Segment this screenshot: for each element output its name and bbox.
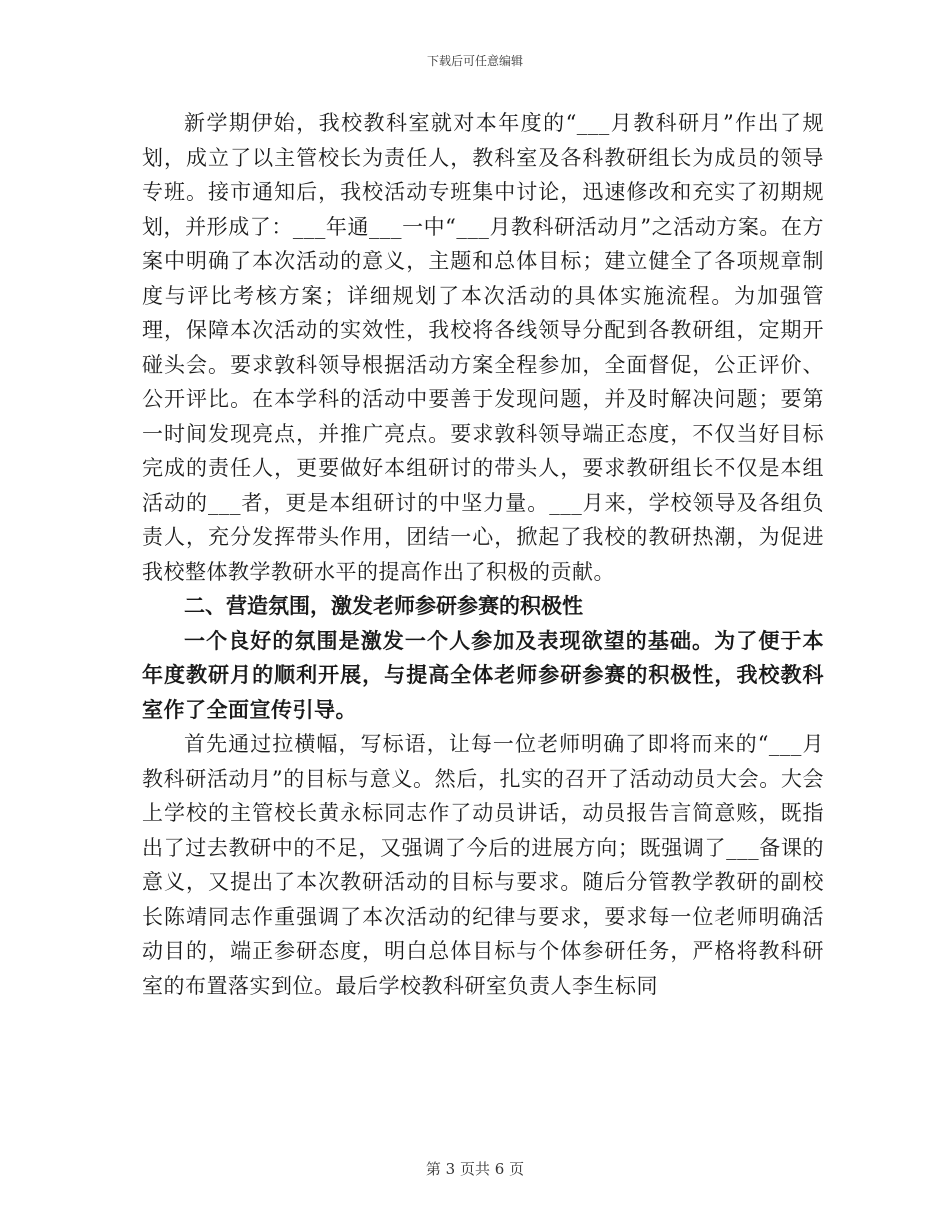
page-footer: 第 3 页共 6 页 bbox=[425, 1160, 525, 1178]
paragraph-intro: 新学期伊始，我校教科室就对本年度的“___月教科研月”作出了规划，成立了以主管校长为责任人，教科室及各科教研组长为成员的领导专班。接市通知后，我校活动专班集中讨论，迅速修改和充实了初期规划，并形成了：___年通___一中“___月教科研活动月”之活动方案。在方案中明确了本次活动的意义，主题和总体目标；建立健全了各项规章制度与评比考核方案；详细规划了本次活动的具体实施流程。为加强管理，保障本次活动的实效性，我校将各线领导分配到各教研组，定期开碰头会。要求敦科领导根据活动方案全程参加，全面督促，公正评价、公开评比。在本学科的活动中要善于发现问题，并及时解决问题；要第一时间发现亮点，并推广亮点。要求敦科领导端正态度，不仅当好目标完成的责任人，更要做好本组研讨的带头人，要求教研组长不仅是本组活动的___者，更是本组研讨的中坚力量。___月来，学校领导及各组负责人，充分发挥带头作用，团结一心，掀起了我校的教研热潮，为促进我校整体教学教研水平的提高作出了积极的贡献。 bbox=[142, 111, 824, 584]
page-header: 下载后可任意编辑 bbox=[426, 54, 523, 68]
paragraph-bold: 一个良好的氛围是激发一个人参加及表现欲望的基础。为了便于本年度教研月的顺利开展，与提高全体老师参研参赛的积极性，我校教科室作了全面宣传引导。 bbox=[142, 627, 824, 722]
section-heading: 二、营造氛围，激发老师参研参赛的积极性 bbox=[184, 593, 583, 618]
document-body bbox=[142, 106, 824, 1003]
paragraph-body: 首先通过拉横幅，写标语，让每一位老师明确了即将而来的“___月教科研活动月”的目标与意义。然后，扎实的召开了活动动员大会。大会上学校的主管校长黄永标同志作了动员讲话，动员报告言简意赅，既指出了过去教研中的不足，又强调了今后的进展方向；既强调了___备课的意义，又提出了本次教研活动的目标与要求。随后分管教学教研的副校长陈靖同志作重强调了本次活动的纪律与要求，要求每一位老师明确活动目的，端正参研态度，明白总体目标与个体参研任务，严格将教科研室的布置落实到位。最后学校教科研室负责人李生标同 bbox=[142, 732, 824, 998]
